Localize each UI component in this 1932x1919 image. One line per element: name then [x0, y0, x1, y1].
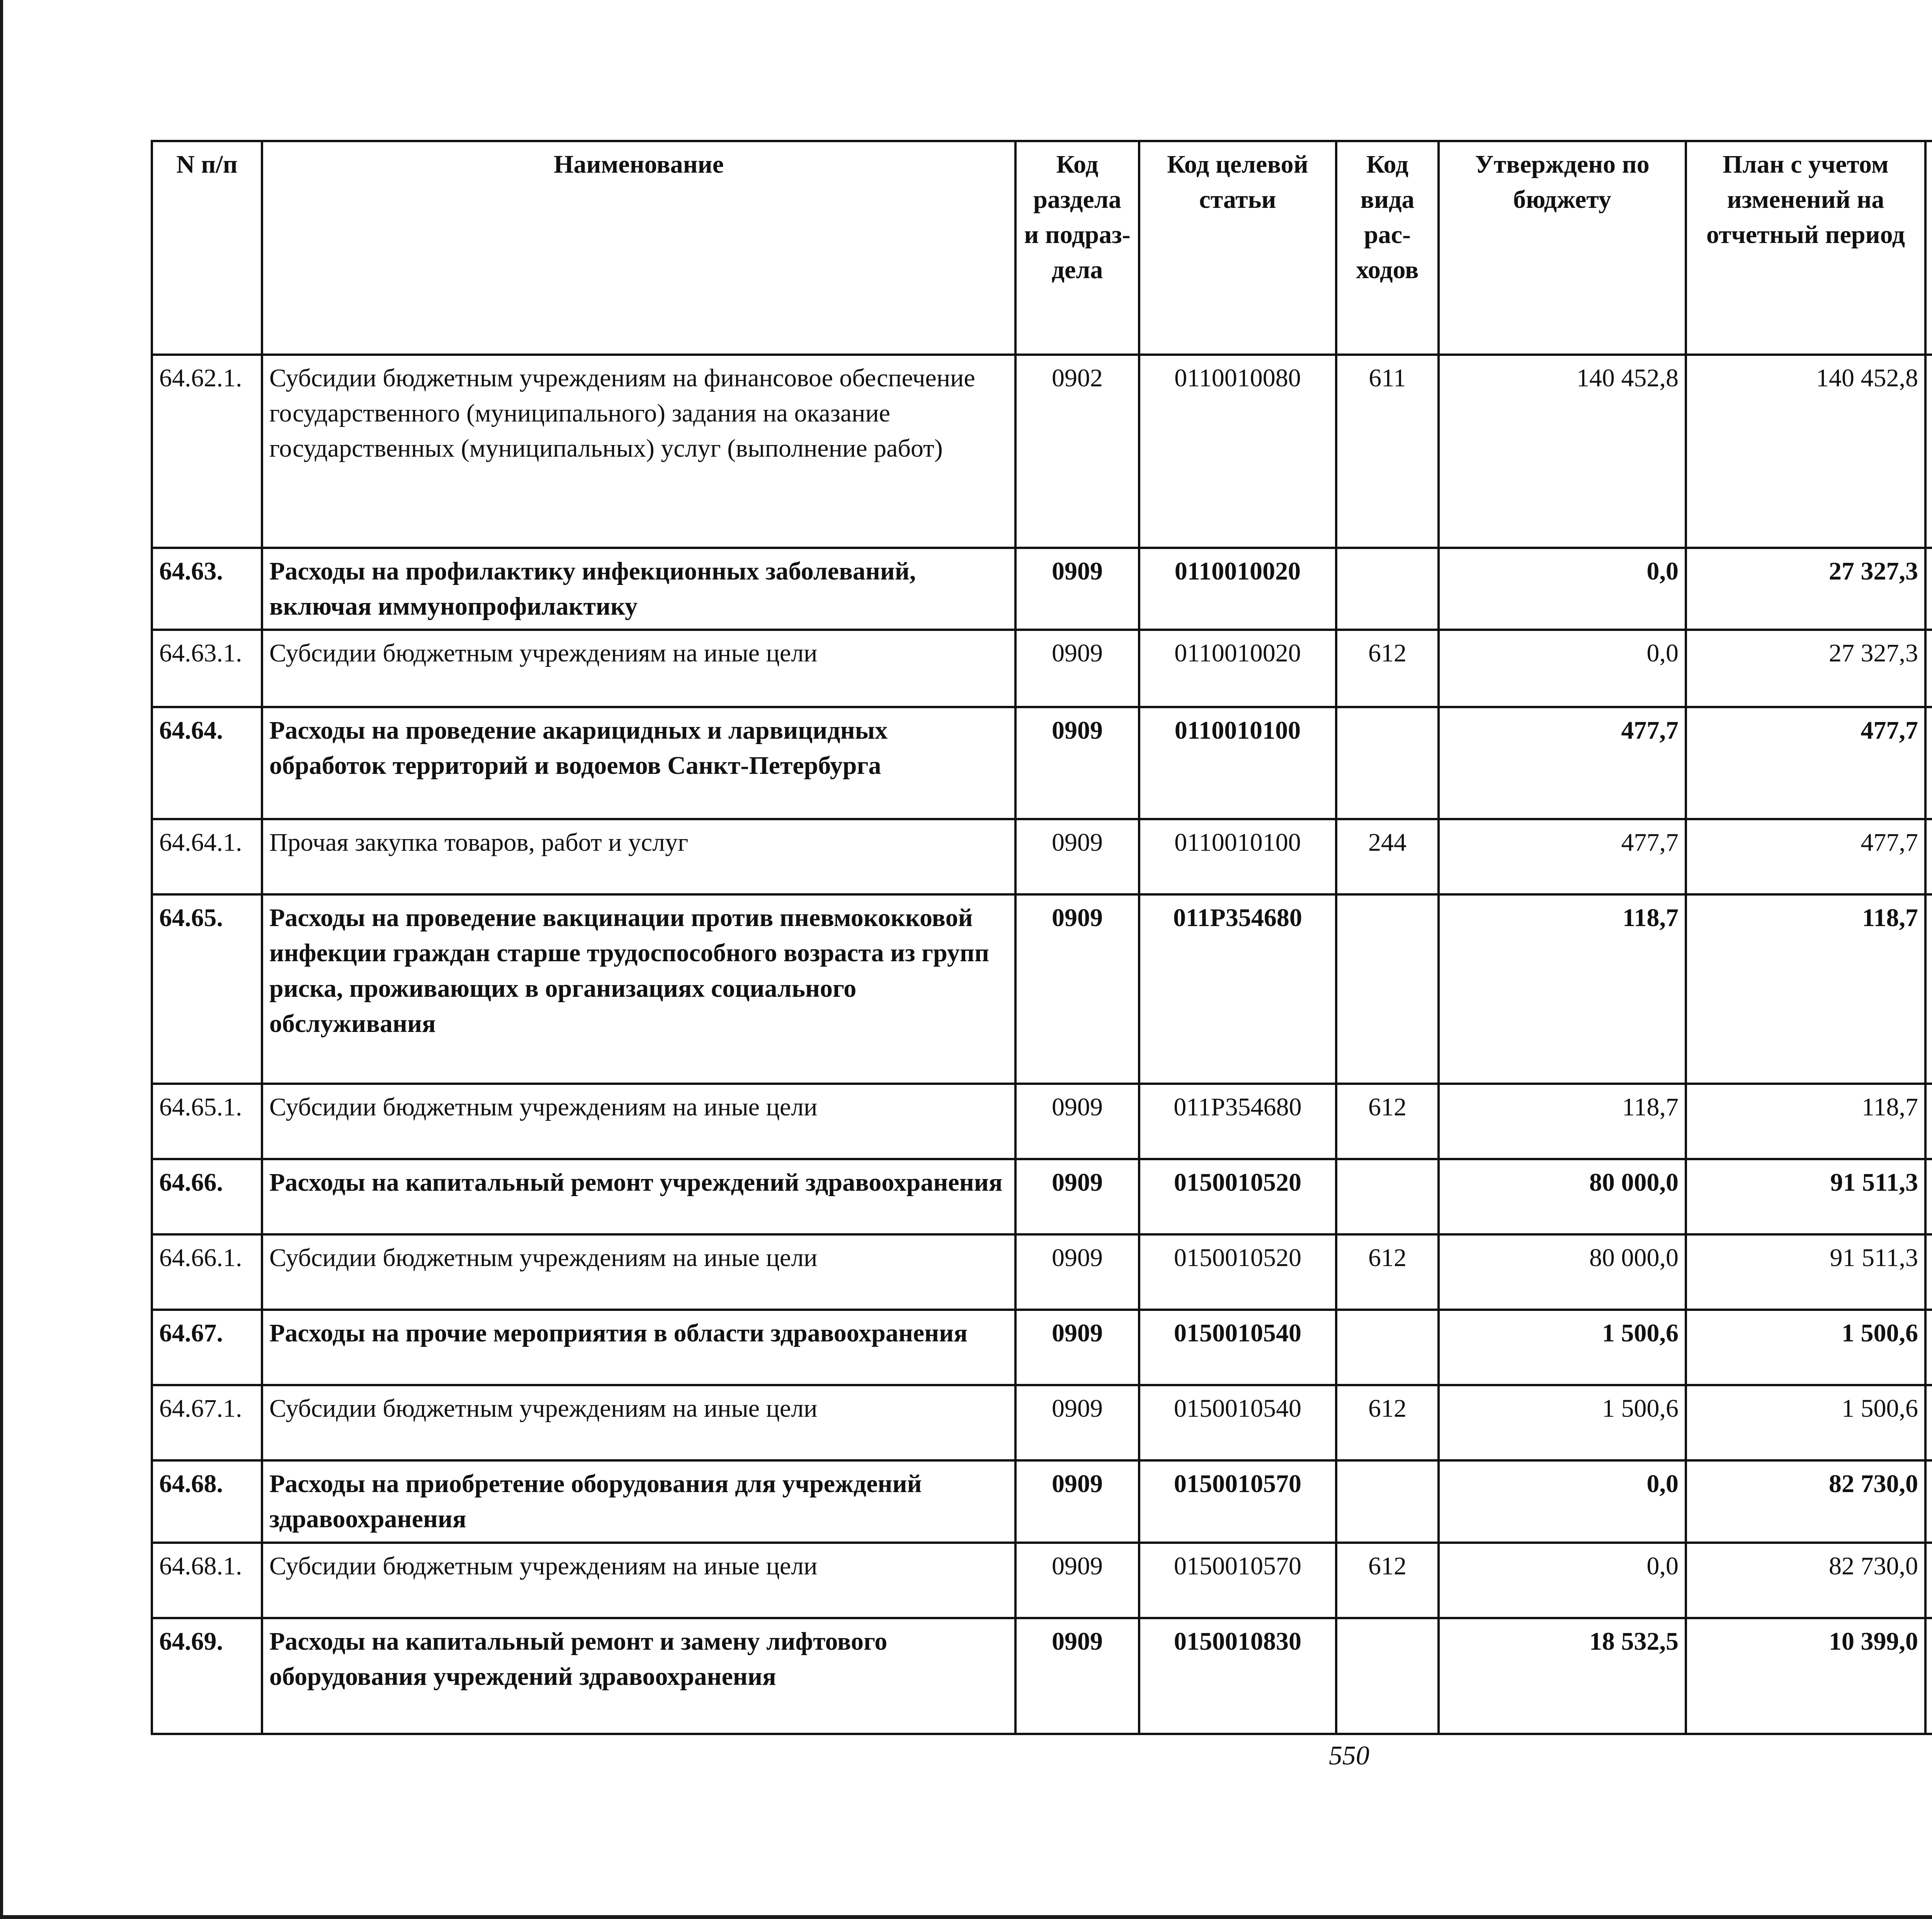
- header-executed: [1925, 141, 1932, 355]
- cell-statya: 0150010540: [1139, 1385, 1336, 1460]
- header-razdel: Код раздела и подраз-дела: [1015, 141, 1139, 355]
- cell-approved: 18 532,5: [1439, 1618, 1686, 1734]
- cell-num: 64.68.1.: [152, 1543, 262, 1618]
- cell-num: 64.63.: [152, 548, 262, 630]
- cell-approved: 118,7: [1439, 894, 1686, 1084]
- cell-name: Субсидии бюджетным учреждениям на иные цели: [262, 1385, 1015, 1460]
- cell-razdel: 0909: [1015, 894, 1139, 1084]
- cell-razdel: 0909: [1015, 1618, 1139, 1734]
- cell-vid: 612: [1336, 1385, 1439, 1460]
- table-row: [152, 894, 1932, 1084]
- table-row: [152, 707, 1932, 819]
- cell-approved: 477,7: [1439, 819, 1686, 894]
- cell-approved: 0,0: [1439, 548, 1686, 630]
- header-num: N п/п: [152, 141, 262, 355]
- cell-approved: 0,0: [1439, 1460, 1686, 1542]
- cell-plan: 1 500,6: [1686, 1385, 1925, 1460]
- cell-num: 64.67.1.: [152, 1385, 262, 1460]
- cell-num: 64.65.: [152, 894, 262, 1084]
- cell-statya: 0150010520: [1139, 1159, 1336, 1234]
- cell-vid: [1336, 1310, 1439, 1385]
- cell-statya: 0110010100: [1139, 707, 1336, 819]
- cell-name: Расходы на проведение вакцинации против пневмококковой инфекции граждан старше трудоспособного возраста из групп риска, проживающих в организациях социального обслуживания: [262, 894, 1015, 1084]
- cell-vid: 612: [1336, 1084, 1439, 1159]
- cell-vid: [1336, 1618, 1439, 1734]
- cell-statya: 0110010020: [1139, 548, 1336, 630]
- cell-executed: [1925, 707, 1932, 819]
- cell-approved: 1 500,6: [1439, 1310, 1686, 1385]
- cell-razdel: 0909: [1015, 1543, 1139, 1618]
- cell-plan: 140 452,8: [1686, 355, 1925, 548]
- cell-statya: 0150010520: [1139, 1234, 1336, 1310]
- cell-statya: 0150010570: [1139, 1543, 1336, 1618]
- cell-razdel: 0909: [1015, 1234, 1139, 1310]
- cell-name: Расходы на проведение акарицидных и ларвицидных обработок территорий и водоемов Санкт-Петербурга: [262, 707, 1015, 819]
- table-row: [152, 1543, 1932, 1618]
- cell-executed: [1925, 1460, 1932, 1542]
- cell-statya: 0110010080: [1139, 355, 1336, 548]
- cell-num: 64.64.: [152, 707, 262, 819]
- table-row: [152, 630, 1932, 707]
- cell-approved: 140 452,8: [1439, 355, 1686, 548]
- cell-approved: 1 500,6: [1439, 1385, 1686, 1460]
- cell-plan: 477,7: [1686, 707, 1925, 819]
- cell-plan: 477,7: [1686, 819, 1925, 894]
- cell-approved: 0,0: [1439, 1543, 1686, 1618]
- cell-statya: 011P354680: [1139, 1084, 1336, 1159]
- cell-name: Субсидии бюджетным учреждениям на финансовое обеспечение государственного (муниципального) задания на оказание государственных (муниципальных) услуг (выполнение работ): [262, 355, 1015, 548]
- cell-vid: [1336, 1159, 1439, 1234]
- cell-executed: [1925, 1385, 1932, 1460]
- cell-vid: [1336, 707, 1439, 819]
- table-row: [152, 1234, 1932, 1310]
- cell-vid: 612: [1336, 1234, 1439, 1310]
- table-body: [152, 355, 1932, 1734]
- header-approved: Утверждено по бюджету: [1439, 141, 1686, 355]
- page-number: 550: [1329, 1741, 1369, 1771]
- table-row: [152, 1618, 1932, 1734]
- table-row: [152, 1310, 1932, 1385]
- cell-statya: 0150010540: [1139, 1310, 1336, 1385]
- cell-num: 64.64.1.: [152, 819, 262, 894]
- table-row: [152, 1084, 1932, 1159]
- cell-executed: [1925, 1543, 1932, 1618]
- table-row: [152, 1460, 1932, 1542]
- cell-name: Прочая закупка товаров, работ и услуг: [262, 819, 1015, 894]
- header-vid: Код вида рас-ходов: [1336, 141, 1439, 355]
- cell-name: Расходы на профилактику инфекционных заболеваний, включая иммунопрофилактику: [262, 548, 1015, 630]
- cell-razdel: 0909: [1015, 1310, 1139, 1385]
- cell-statya: 0110010100: [1139, 819, 1336, 894]
- cell-plan: 27 327,3: [1686, 548, 1925, 630]
- table-row: [152, 355, 1932, 548]
- scan-border-bottom: [0, 1915, 1932, 1919]
- cell-name: Расходы на приобретение оборудования для учреждений здравоохранения: [262, 1460, 1015, 1542]
- cell-executed: [1925, 894, 1932, 1084]
- cell-executed: [1925, 630, 1932, 707]
- cell-plan: 10 399,0: [1686, 1618, 1925, 1734]
- cell-statya: 011P354680: [1139, 894, 1336, 1084]
- cell-razdel: 0909: [1015, 707, 1139, 819]
- scan-border-left: [0, 0, 3, 1919]
- cell-plan: 82 730,0: [1686, 1460, 1925, 1542]
- cell-razdel: 0909: [1015, 548, 1139, 630]
- header-name: Наименование: [262, 141, 1015, 355]
- cell-name: Расходы на капитальный ремонт учреждений здравоохранения: [262, 1159, 1015, 1234]
- cell-vid: 611: [1336, 355, 1439, 548]
- cell-vid: 612: [1336, 1543, 1439, 1618]
- header-plan: План с учетом изменений на отчетный период: [1686, 141, 1925, 355]
- table-row: [152, 548, 1932, 630]
- cell-statya: 0150010570: [1139, 1460, 1336, 1542]
- cell-plan: 1 500,6: [1686, 1310, 1925, 1385]
- cell-name: Расходы на капитальный ремонт и замену лифтового оборудования учреждений здравоохранения: [262, 1618, 1015, 1734]
- table-row: [152, 1159, 1932, 1234]
- cell-approved: 0,0: [1439, 630, 1686, 707]
- cell-razdel: 0909: [1015, 1385, 1139, 1460]
- cell-plan: 91 511,3: [1686, 1159, 1925, 1234]
- cell-num: 64.65.1.: [152, 1084, 262, 1159]
- cell-vid: 612: [1336, 630, 1439, 707]
- cell-approved: 118,7: [1439, 1084, 1686, 1159]
- cell-executed: [1925, 819, 1932, 894]
- cell-executed: [1925, 1084, 1932, 1159]
- cell-executed: [1925, 1310, 1932, 1385]
- cell-vid: 244: [1336, 819, 1439, 894]
- cell-name: Субсидии бюджетным учреждениям на иные цели: [262, 630, 1015, 707]
- cell-executed: [1925, 548, 1932, 630]
- budget-execution-table: [151, 140, 1932, 1735]
- cell-vid: [1336, 894, 1439, 1084]
- cell-name: Субсидии бюджетным учреждениям на иные цели: [262, 1234, 1015, 1310]
- header-statya: Код целевой статьи: [1139, 141, 1336, 355]
- cell-razdel: 0909: [1015, 1460, 1139, 1542]
- cell-num: 64.63.1.: [152, 630, 262, 707]
- cell-plan: 118,7: [1686, 894, 1925, 1084]
- table-header: [152, 141, 1932, 355]
- cell-razdel: 0909: [1015, 630, 1139, 707]
- table-row: [152, 1385, 1932, 1460]
- cell-approved: 477,7: [1439, 707, 1686, 819]
- cell-num: 64.69.: [152, 1618, 262, 1734]
- cell-statya: 0110010020: [1139, 630, 1336, 707]
- cell-vid: [1336, 1460, 1439, 1542]
- cell-name: Субсидии бюджетным учреждениям на иные цели: [262, 1084, 1015, 1159]
- cell-plan: 27 327,3: [1686, 630, 1925, 707]
- cell-executed: [1925, 1618, 1932, 1734]
- cell-statya: 0150010830: [1139, 1618, 1336, 1734]
- cell-plan: 118,7: [1686, 1084, 1925, 1159]
- cell-num: 64.68.: [152, 1460, 262, 1542]
- cell-vid: [1336, 548, 1439, 630]
- table-row: [152, 819, 1932, 894]
- cell-executed: [1925, 1234, 1932, 1310]
- cell-razdel: 0909: [1015, 1084, 1139, 1159]
- cell-plan: 82 730,0: [1686, 1543, 1925, 1618]
- cell-name: Субсидии бюджетным учреждениям на иные цели: [262, 1543, 1015, 1618]
- cell-num: 64.62.1.: [152, 355, 262, 548]
- cell-num: 64.66.1.: [152, 1234, 262, 1310]
- cell-name: Расходы на прочие мероприятия в области здравоохранения: [262, 1310, 1015, 1385]
- cell-razdel: 0909: [1015, 1159, 1139, 1234]
- cell-plan: 91 511,3: [1686, 1234, 1925, 1310]
- cell-razdel: 0902: [1015, 355, 1139, 548]
- cell-executed: [1925, 355, 1932, 548]
- cell-approved: 80 000,0: [1439, 1234, 1686, 1310]
- cell-num: 64.67.: [152, 1310, 262, 1385]
- cell-approved: 80 000,0: [1439, 1159, 1686, 1234]
- cell-razdel: 0909: [1015, 819, 1139, 894]
- cell-executed: [1925, 1159, 1932, 1234]
- cell-num: 64.66.: [152, 1159, 262, 1234]
